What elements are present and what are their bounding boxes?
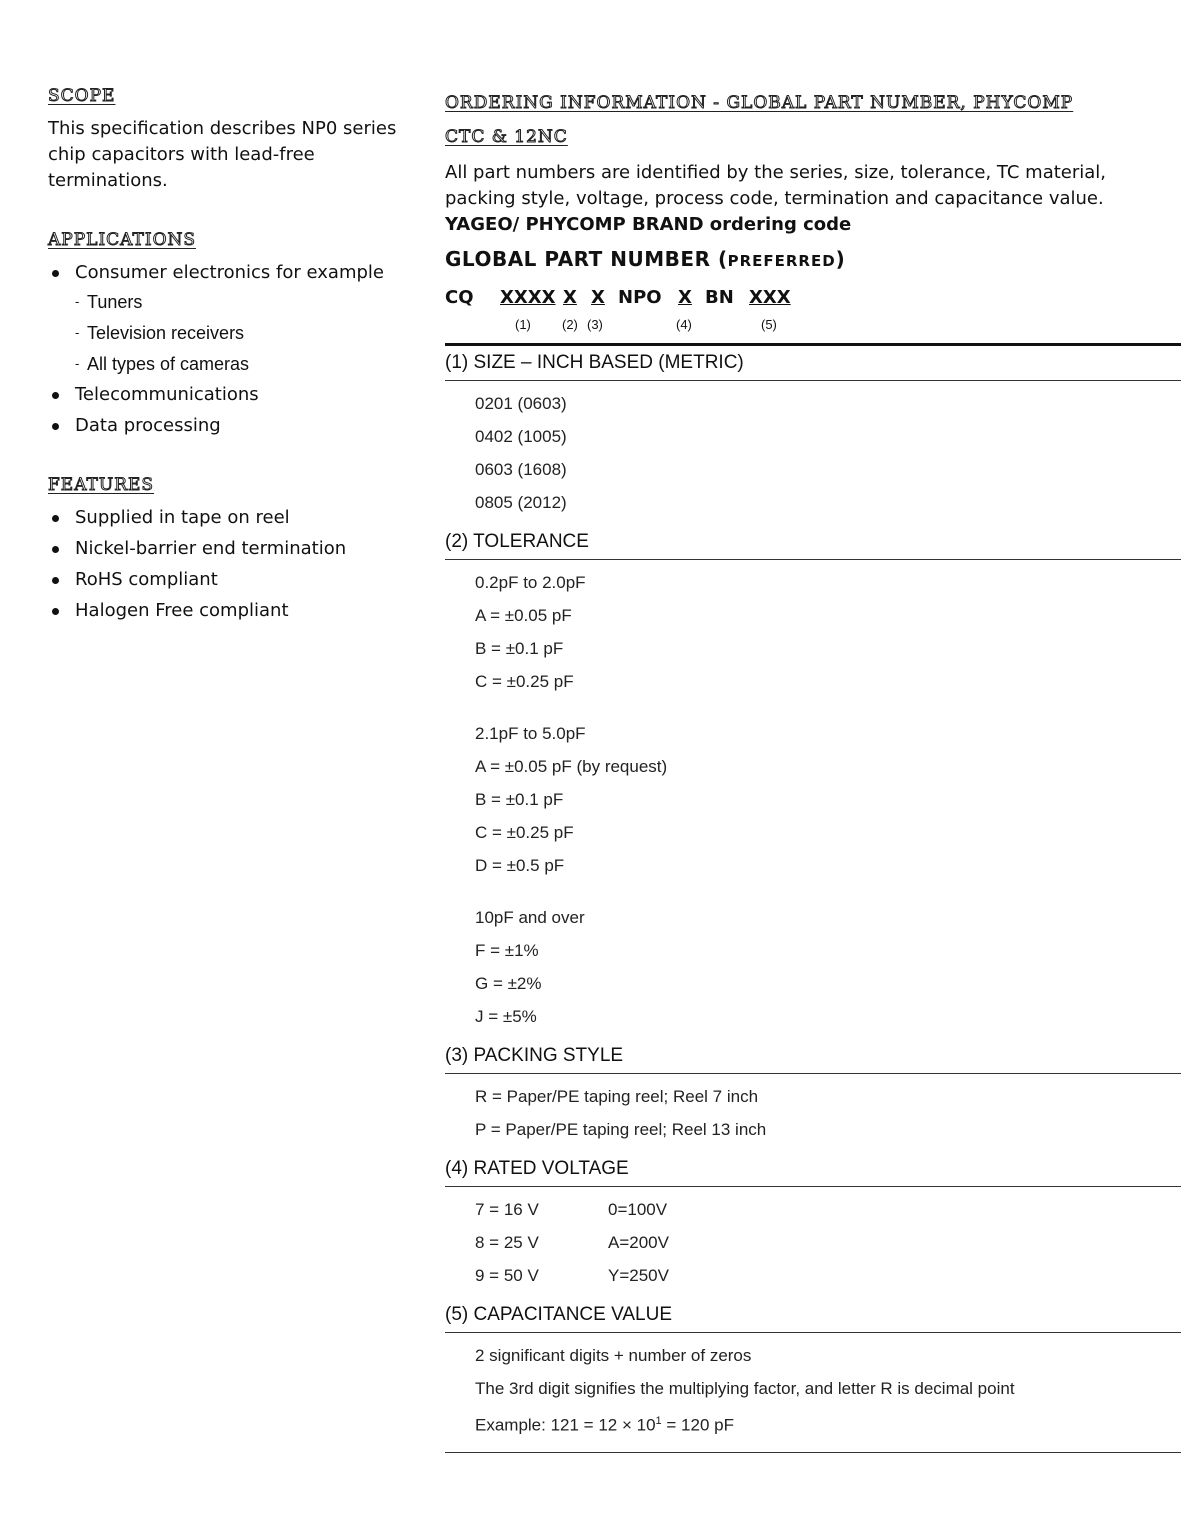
- applications-list: [48, 260, 398, 439]
- voltage-row: [475, 1193, 1181, 1226]
- features-list: [48, 505, 398, 624]
- code-index: (4): [676, 317, 692, 332]
- tolerance-option: C = ±0.25 pF: [475, 672, 574, 691]
- tolerance-option: F = ±1%: [475, 941, 539, 960]
- ordering-intro: All part numbers are identified by the series, size, tolerance, TC material, packing style, voltage, process code, termination and capacitance value.: [445, 162, 1107, 209]
- list-item-label: Nickel-barrier end termination: [75, 538, 347, 559]
- tolerance-range: 2.1pF to 5.0pF: [475, 724, 586, 743]
- list-item-label: Tuners: [87, 292, 143, 312]
- capacitance-example: [475, 1405, 1181, 1442]
- list-item: [48, 567, 398, 593]
- tolerance-range: 0.2pF to 2.0pF: [475, 573, 586, 592]
- code-index: (1): [515, 317, 531, 332]
- size-group-items: [445, 381, 1181, 525]
- list-item: [48, 598, 398, 624]
- dash-icon: -: [75, 325, 80, 340]
- packing-group-title: (3) PACKING STYLE: [445, 1039, 1181, 1074]
- list-item: [48, 260, 398, 377]
- list-item-label: Supplied in tape on reel: [75, 507, 290, 528]
- voltage-group-title: (4) RATED VOLTAGE: [445, 1152, 1181, 1187]
- features-heading: FEATURES: [48, 475, 155, 495]
- size-option: 0805 (2012): [475, 493, 567, 512]
- gpn-title-text: GLOBAL PART NUMBER (: [445, 247, 728, 271]
- scope-heading: SCOPE: [48, 86, 116, 106]
- capacitance-rule: 2 significant digits + number of zeros: [475, 1346, 752, 1365]
- packing-option: R = Paper/PE taping reel; Reel 7 inch: [475, 1087, 759, 1106]
- list-item-label: All types of cameras: [87, 354, 250, 374]
- list-item-label: RoHS compliant: [75, 569, 218, 590]
- bullet-icon: [52, 392, 59, 399]
- voltage-option: 7 = 16 V: [475, 1200, 539, 1219]
- example-exponent: 1: [655, 1415, 662, 1427]
- list-item-label: Consumer electronics for example: [75, 262, 384, 283]
- bullet-icon: [52, 515, 59, 522]
- scope-text: This specification describes NP0 series chip capacitors with lead-free terminations.: [48, 118, 397, 191]
- right-column: [445, 86, 1181, 1453]
- left-column: [48, 86, 398, 660]
- bullet-icon: [52, 270, 59, 277]
- voltage-option: 9 = 50 V: [475, 1266, 539, 1285]
- ordering-heading: ORDERING INFORMATION - GLOBAL PART NUMBER, PHYCOMP: [445, 93, 1074, 113]
- bullet-icon: [52, 608, 59, 615]
- size-option: 0402 (1005): [475, 427, 567, 446]
- voltage-row: [475, 1226, 1181, 1259]
- size-group-title: (1) SIZE – INCH BASED (METRIC): [445, 346, 1181, 381]
- list-item-label: Television receivers: [87, 323, 245, 343]
- dash-icon: -: [75, 356, 80, 371]
- bullet-icon: [52, 546, 59, 553]
- tolerance-option: B = ±0.1 pF: [475, 790, 564, 809]
- divider: [445, 1452, 1181, 1453]
- brand-ordering-code: YAGEO/ PHYCOMP BRAND ordering code: [445, 214, 852, 235]
- tolerance-group-title: (2) TOLERANCE: [445, 525, 1181, 560]
- example-suffix: = 120 pF: [661, 1415, 734, 1435]
- list-item-label: Halogen Free compliant: [75, 600, 289, 621]
- bullet-icon: [52, 423, 59, 430]
- applications-heading: APPLICATIONS: [48, 230, 197, 250]
- tolerance-option: A = ±0.05 pF (by request): [475, 757, 668, 776]
- tolerance-range: 10pF and over: [475, 908, 585, 927]
- code-index: (3): [587, 317, 603, 332]
- tolerance-option: J = ±5%: [475, 1007, 537, 1026]
- code-index: (5): [761, 317, 777, 332]
- gpn-preferred: PREFERRED: [727, 252, 836, 270]
- tolerance-option: B = ±0.1 pF: [475, 639, 564, 658]
- part-number-code: [445, 287, 1181, 339]
- code-size: XXXX: [500, 287, 556, 308]
- code-voltage: X: [678, 287, 692, 308]
- code-termination: BN: [705, 287, 734, 308]
- list-item: [75, 289, 398, 315]
- code-series: CQ: [445, 287, 474, 308]
- packing-group-items: [445, 1074, 1181, 1152]
- list-item: [75, 320, 398, 346]
- tolerance-group-items: [445, 560, 1181, 1039]
- tolerance-option: G = ±2%: [475, 974, 542, 993]
- list-item: [48, 382, 398, 408]
- tolerance-option: D = ±0.5 pF: [475, 856, 565, 875]
- code-capacitance: XXX: [749, 287, 791, 308]
- capacitance-group-items: [445, 1333, 1181, 1448]
- applications-section: [48, 230, 398, 439]
- tolerance-option: C = ±0.25 pF: [475, 823, 574, 842]
- dash-icon: -: [75, 294, 80, 309]
- voltage-option: Y=250V: [608, 1266, 669, 1285]
- example-prefix: Example: 121 = 12 × 10: [475, 1415, 656, 1435]
- voltage-group-items: [445, 1187, 1181, 1298]
- gpn-close: ): [835, 247, 846, 271]
- list-item: [48, 413, 398, 439]
- code-tolerance: X: [563, 287, 577, 308]
- voltage-row: [475, 1259, 1181, 1292]
- bullet-icon: [52, 577, 59, 584]
- list-item-label: Data processing: [75, 415, 221, 436]
- voltage-option: 0=100V: [608, 1200, 668, 1219]
- scope-section: [48, 86, 398, 194]
- list-item: [48, 505, 398, 531]
- tolerance-option: A = ±0.05 pF: [475, 606, 572, 625]
- voltage-option: 8 = 25 V: [475, 1233, 539, 1252]
- applications-sublist: [75, 289, 398, 377]
- capacitance-group-title: (5) CAPACITANCE VALUE: [445, 1298, 1181, 1333]
- code-packing: X: [591, 287, 605, 308]
- capacitance-rule: The 3rd digit signifies the multiplying factor, and letter R is decimal point: [475, 1379, 1015, 1398]
- global-part-number-title: [445, 247, 1181, 271]
- voltage-option: A=200V: [608, 1233, 669, 1252]
- list-item: [48, 536, 398, 562]
- ordering-heading-cont: CTC & 12NC: [445, 127, 568, 147]
- code-index: (2): [562, 317, 578, 332]
- features-section: [48, 475, 398, 624]
- size-option: 0603 (1608): [475, 460, 567, 479]
- packing-option: P = Paper/PE taping reel; Reel 13 inch: [475, 1120, 767, 1139]
- size-option: 0201 (0603): [475, 394, 567, 413]
- list-item-label: Telecommunications: [75, 384, 259, 405]
- code-material: NPO: [618, 287, 662, 308]
- list-item: [75, 351, 398, 377]
